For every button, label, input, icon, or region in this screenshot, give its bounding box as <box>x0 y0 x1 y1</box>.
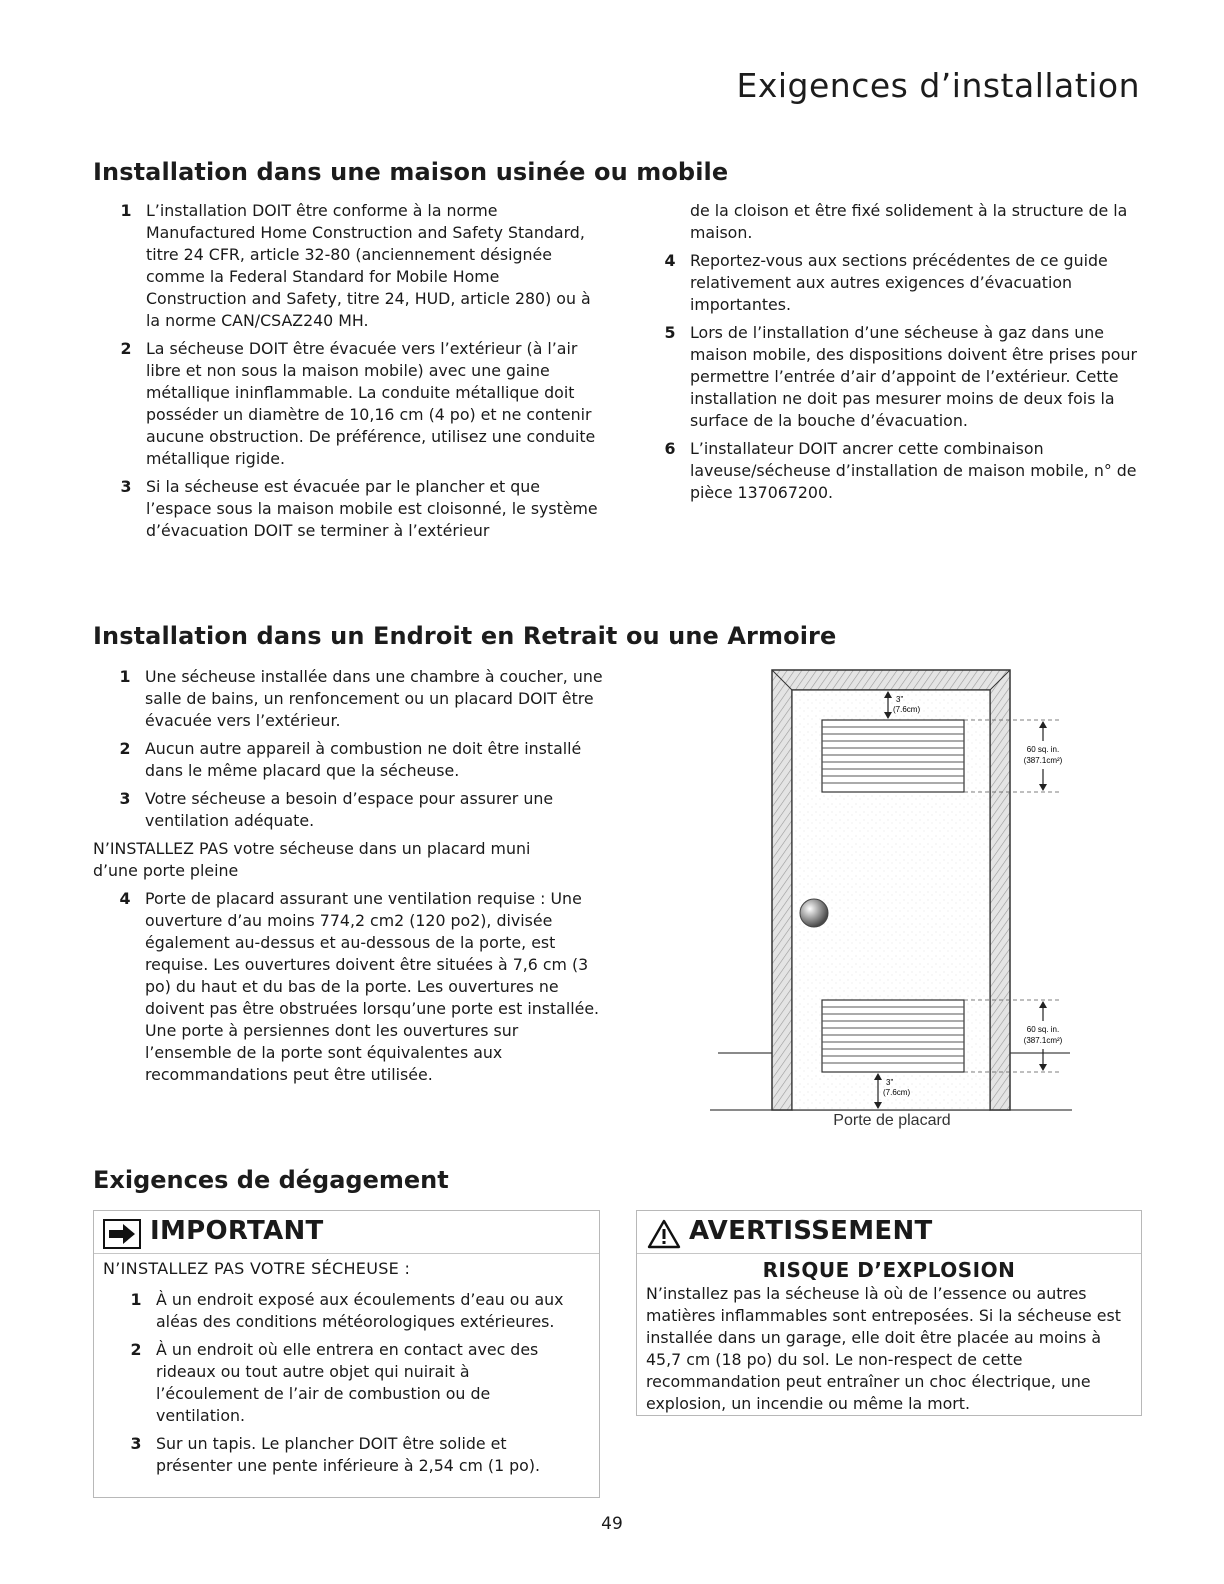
list-item: 3 Sur un tapis. Le plancher DOIT être solide et présenter une pente inférieure à 2,54 cm (1 po). <box>130 1434 541 1475</box>
list-item: 4 Reportez-vous aux sections précédentes de ce guide relativement aux autres exigences d’évacuation importantes. <box>664 251 1108 314</box>
warning-subtitle: RISQUE D’EXPLOSION <box>762 1258 1016 1282</box>
lower-vent <box>822 1000 964 1072</box>
section1-list-right <box>662 250 1146 504</box>
vent-area-top: 60 sq. in. <box>1026 745 1060 754</box>
top-gap-in: 3" <box>896 695 904 704</box>
warning-triangle-icon <box>647 1219 681 1249</box>
closet-door-figure <box>710 665 1080 1130</box>
section1-left-column <box>118 200 598 548</box>
section-title-mobile-home: Installation dans une maison usinée ou mobile <box>93 158 729 186</box>
figure-caption: Porte de placard <box>833 1112 951 1129</box>
top-gap-cm: (7.6cm) <box>893 705 921 714</box>
important-lead: N’INSTALLEZ PAS VOTRE SÉCHEUSE : <box>103 1259 411 1278</box>
section-title-closet: Installation dans un Endroit en Retrait ou une Armoire <box>93 622 837 650</box>
list-item: 2 Aucun autre appareil à combustion ne doit être installé dans le même placard que la sécheuse. <box>119 739 582 780</box>
warning-box <box>636 1210 1142 1416</box>
section2-list <box>93 666 603 832</box>
section1-right-column <box>662 200 1146 510</box>
vent-area-bottom: 60 sq. in. <box>1026 1025 1060 1034</box>
section2-list-item4 <box>93 888 603 1086</box>
vent-area-top-cm: (387.1cm²) <box>1023 756 1063 765</box>
bottom-gap-cm: (7.6cm) <box>883 1088 911 1097</box>
list-item: 1 À un endroit exposé aux écoulements d’eau ou aux aléas des conditions météorologiques extérieures. <box>130 1290 564 1331</box>
list-item: 2 La sécheuse DOIT être évacuée vers l’extérieur (à l’air libre et non sous la maison mobile) avec une gaine métallique ininflammable. La conduite métallique doit posséder un diamètre de 10,16 cm (4 po) et ne contenir aucune obstruction. De préférence, utilisez une conduite métallique rigide. <box>120 339 596 468</box>
list-item: 2 À un endroit où elle entrera en contact avec des rideaux ou tout autre objet qui nuirait à l’écoulement de l’air de combustion ou de ventilation. <box>130 1340 539 1425</box>
closet-note: N’INSTALLEZ PAS votre sécheuse dans un placard muni d’une porte pleine <box>93 839 531 880</box>
page-header-title: Exigences d’installation <box>736 66 1140 105</box>
important-box <box>93 1210 600 1498</box>
section1-list-left <box>118 200 598 542</box>
bottom-gap-in: 3" <box>886 1078 894 1087</box>
arrow-right-icon <box>103 1219 141 1249</box>
section-title-clearance: Exigences de dégagement <box>93 1166 449 1194</box>
section2-text-column <box>93 666 603 1092</box>
page-number: 49 <box>601 1514 623 1534</box>
doorknob-icon <box>800 899 828 927</box>
list-item: 1 L’installation DOIT être conforme à la norme Manufactured Home Construction and Safety Standard, titre 24 CFR, article 32-80 (anciennement désignée comme la Federal Standard for Mobile Home Construction and Safety, titre 24, HUD, article 280) ou à la norme CAN/CSAZ240 MH. <box>120 201 591 330</box>
upper-vent <box>822 720 964 792</box>
warning-title: AVERTISSEMENT <box>689 1216 933 1246</box>
important-list <box>128 1289 568 1483</box>
warning-text: N’installez pas la sécheuse là où de l’essence ou autres matières inflammables sont entreposées. Si la sécheuse est installée dans un garage, elle doit être placée au moins à 45,7 cm (18 po) du sol. Le non-respect de cette recommandation peut entraîner un choc électrique, une explosion, un incendie ou même la mort. <box>646 1284 1121 1413</box>
list-item: 1 Une sécheuse installée dans une chambre à coucher, une salle de bains, un renfoncement ou un placard DOIT être évacuée vers l’extérieur. <box>119 667 603 730</box>
list-item: 3 Si la sécheuse est évacuée par le plancher et que l’espace sous la maison mobile est cloisonné, le système d’évacuation DOIT se terminer à l’extérieur <box>120 477 598 540</box>
list-item: 4 Porte de placard assurant une ventilation requise : Une ouverture d’au moins 774,2 cm2 (120 po2), divisée également au-dessus et au-dessous de la porte, est requise. Les ouvertures doivent être situées à 7,6 cm (3 po) du haut et du bas de la porte. Les ouvertures ne doivent pas être obstruées lorsqu’une porte est installée. Une porte à persiennes dont les ouvertures sur l’ensemble de la porte sont équivalentes aux recommandations peut être utilisée. <box>119 889 600 1084</box>
list-item: 5 Lors de l’installation d’une sécheuse à gaz dans une maison mobile, des dispositions doivent être prises pour permettre l’entrée d’air d’appoint de l’extérieur. Cette installation ne doit pas mesurer moins de deux fois la surface de la bouche d’évacuation. <box>664 323 1137 430</box>
list-item: 3 Votre sécheuse a besoin d’espace pour assurer une ventilation adéquate. <box>119 789 554 830</box>
list-item: 6 L’installateur DOIT ancrer cette combinaison laveuse/sécheuse d’installation de maison mobile, n° de pièce 137067200. <box>664 439 1137 502</box>
important-title: IMPORTANT <box>150 1216 324 1246</box>
vent-area-bottom-cm: (387.1cm²) <box>1023 1036 1063 1045</box>
list-continuation: de la cloison et être fixé solidement à la structure de la maison. <box>690 201 1128 242</box>
